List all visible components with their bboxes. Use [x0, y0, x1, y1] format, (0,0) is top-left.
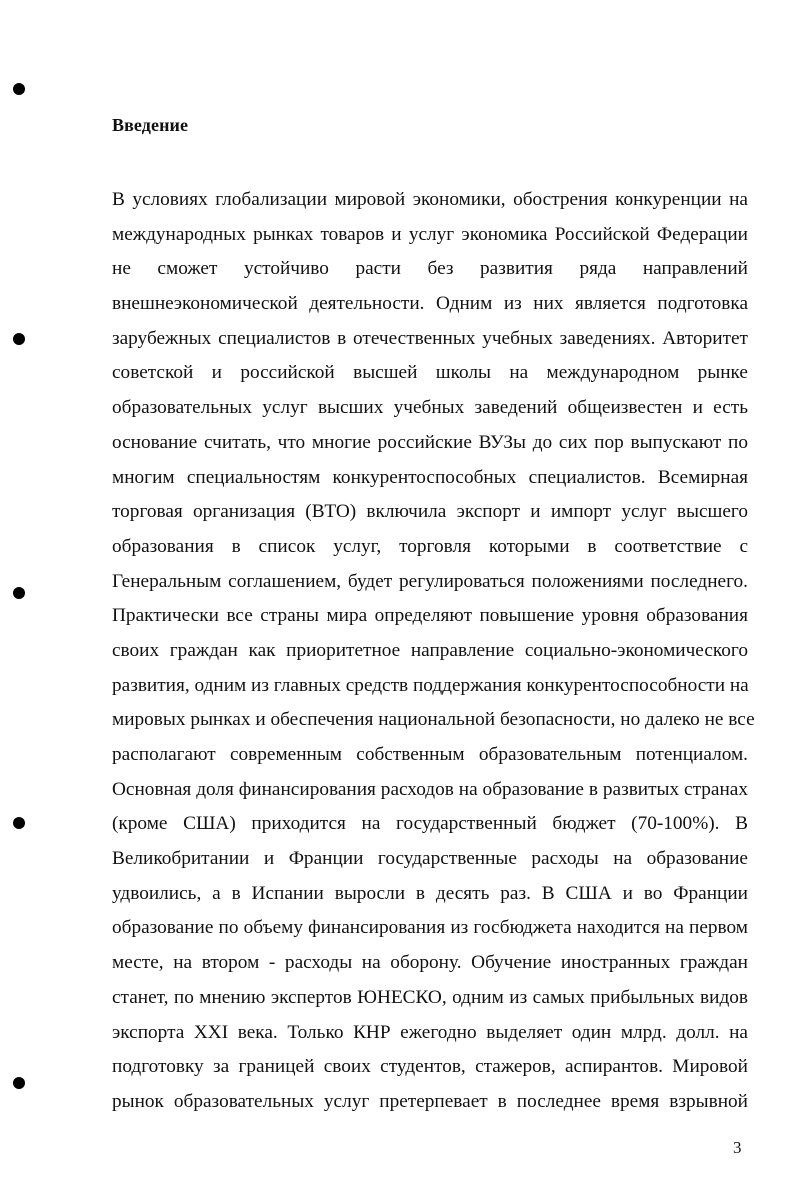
body-text — [112, 183, 755, 1120]
text-line: Практически все страны мира определяют повышение уровня образования — [112, 605, 748, 627]
text-line: удвоились, а в Испании выросли в десять раз. В США и во Франции — [112, 882, 748, 904]
text-line: международных рынках товаров и услуг экономика Российской Федерации — [112, 223, 748, 245]
text-line: рынок образовательных услуг претерпевает в последнее время взрывной — [112, 1090, 748, 1112]
binding-hole-mark — [13, 817, 25, 829]
text-line: располагают современным собственным образовательным потенциалом. — [112, 744, 748, 765]
text-line: месте, на втором - расходы на оборону. Обучение иностранных граждан — [112, 952, 748, 974]
binding-hole-mark — [13, 83, 25, 95]
text-line: образования в список услуг, торговля которыми в соответствие с — [112, 535, 748, 557]
text-line: В условиях глобализации мировой экономики, обострения конкуренции на — [112, 189, 748, 210]
text-line: Основная доля финансирования расходов на образование в развитых странах — [112, 778, 748, 800]
text-line: развития, одним из главных средств поддержания конкурентоспособности на — [112, 674, 749, 696]
binding-hole-mark — [13, 1077, 25, 1089]
binding-hole-mark — [13, 333, 25, 345]
text-line: экспорта XXI века. Только КНР ежегодно выделяет один млрд. долл. на — [112, 1021, 748, 1043]
text-line: образовательных услуг высших учебных заведений общеизвестен и есть — [112, 397, 748, 419]
text-line: внешнеэкономической деятельности. Одним из них является подготовка — [112, 293, 748, 315]
section-title: Введение — [112, 115, 189, 135]
text-line: не сможет устойчиво расти без развития ряда направлений — [112, 258, 748, 280]
text-line: Генеральным соглашением, будет регулироваться положениями последнего. — [112, 570, 748, 592]
text-line: своих граждан как приоритетное направление социально-экономического — [112, 639, 748, 661]
binding-hole-mark — [13, 587, 25, 599]
text-line: зарубежных специалистов в отечественных учебных заведениях. Авторитет — [112, 327, 748, 349]
text-line: (кроме США) приходится на государственный бюджет (70-100%). В — [112, 813, 748, 835]
text-line: подготовку за границей своих студентов, стажеров, аспирантов. Мировой — [112, 1056, 748, 1078]
text-line: мировых рынках и обеспечения национальной безопасности, но далеко не все — [112, 709, 755, 731]
text-line: советской и российской высшей школы на международном рынке — [112, 362, 748, 384]
text-line: основание считать, что многие российские ВУЗы до сих пор выпускают по — [112, 431, 748, 453]
text-line: торговая организация (ВТО) включила экспорт и импорт услуг высшего — [112, 501, 748, 523]
text-line: станет, по мнению экспертов ЮНЕСКО, одним из самых прибыльных видов — [112, 986, 748, 1008]
text-line: образование по объему финансирования из госбюджета находится на первом — [112, 917, 748, 939]
text-line: многим специальностям конкурентоспособных специалистов. Всемирная — [112, 466, 748, 488]
page-number: 3 — [733, 1138, 742, 1157]
text-line: Великобритании и Франции государственные расходы на образование — [112, 848, 748, 870]
